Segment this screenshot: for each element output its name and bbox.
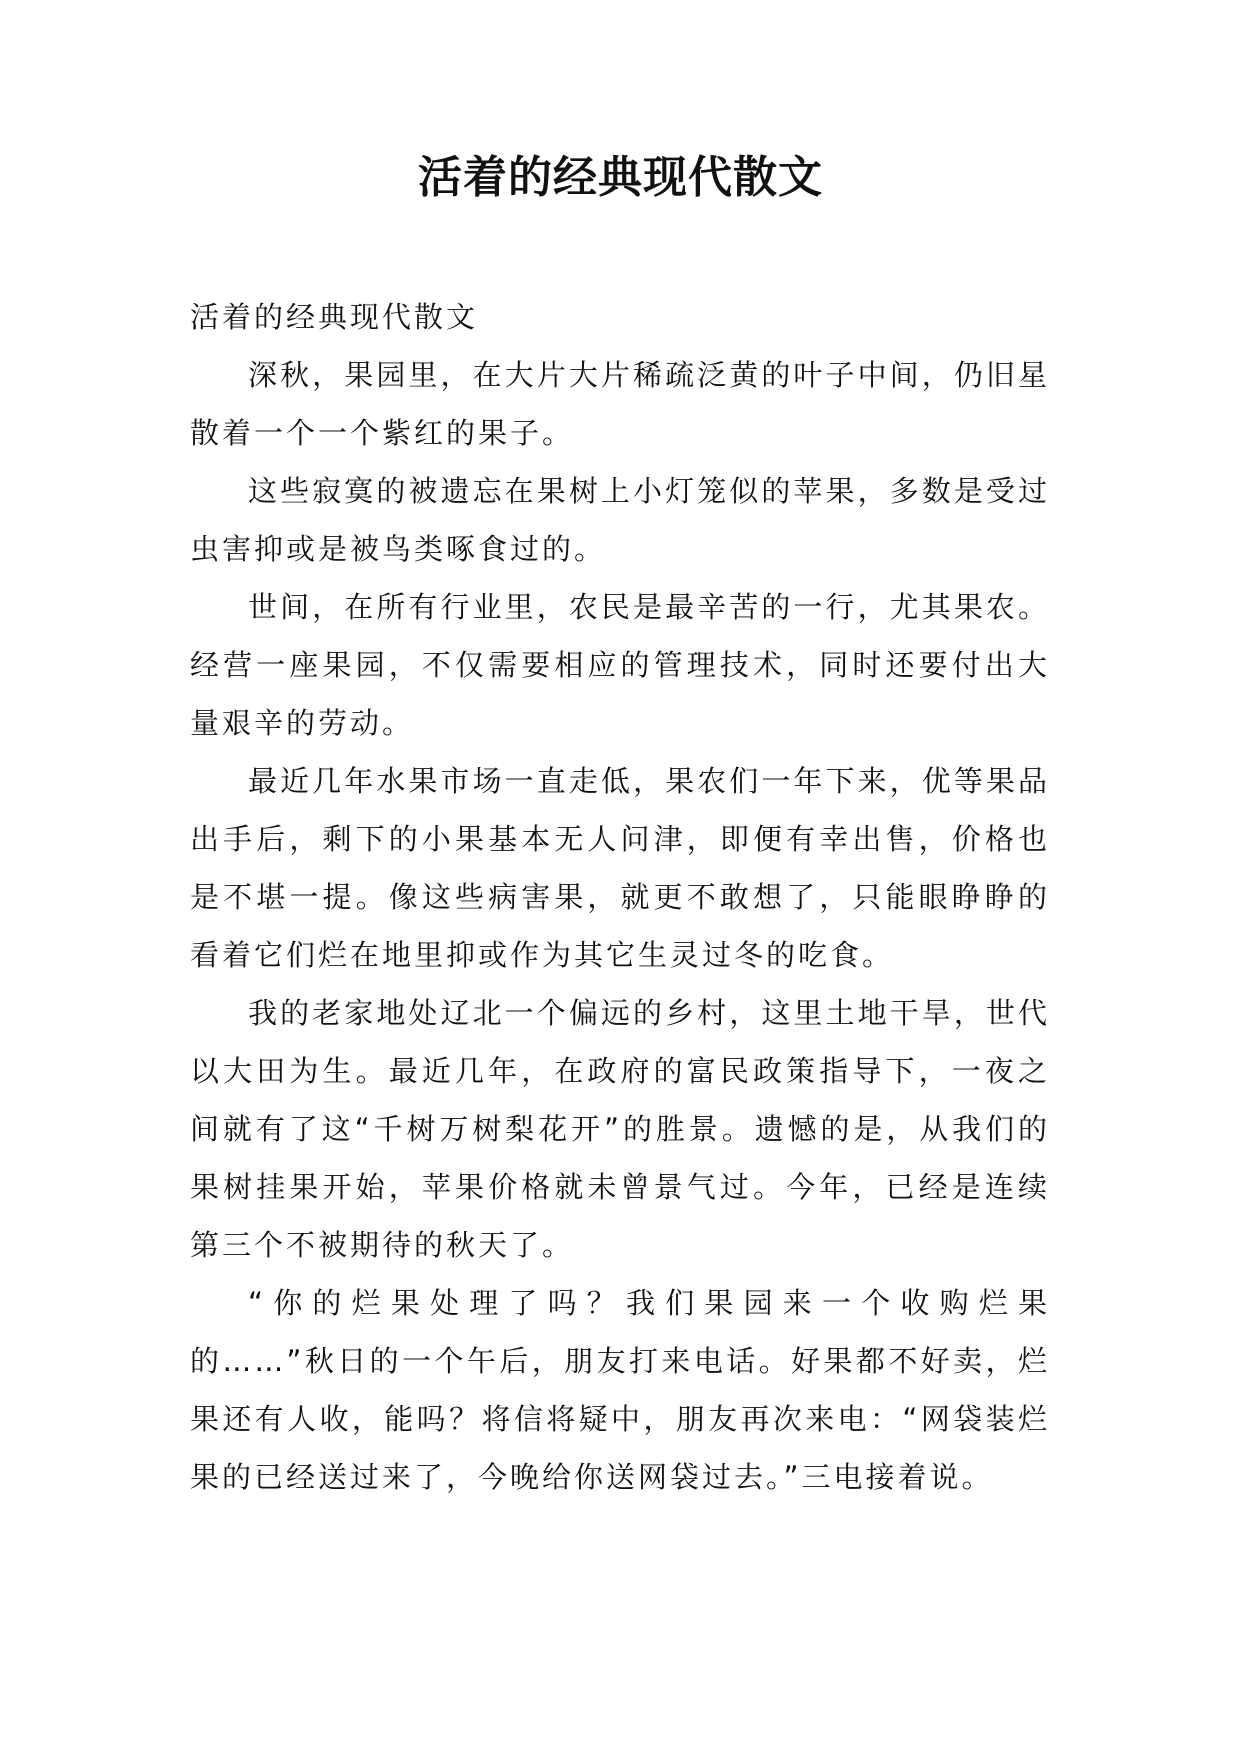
paragraph: 世间，在所有行业里，农民是最辛苦的一行，尤其果农。经营一座果园，不仅需要相应的管理技术，同时还要付出大量艰辛的劳动。 (190, 590, 1050, 740)
paragraph: 这些寂寞的被遗忘在果树上小灯笼似的苹果，多数是受过虫害抑或是被鸟类啄食过的。 (190, 474, 1050, 566)
document-title: 活着的经典现代散文 (418, 152, 823, 203)
document-body (190, 288, 1050, 1506)
paragraph: 我的老家地处辽北一个偏远的乡村，这里土地干旱，世代以大田为生。最近几年，在政府的富民政策指导下，一夜之间就有了这“千树万树梨花开”的胜景。遗憾的是，从我们的果树挂果开始，苹果价格就未曾景气过。今年，已经是连续第三个不被期待的秋天了。 (190, 996, 1050, 1262)
paragraph: 最近几年水果市场一直走低，果农们一年下来，优等果品出手后，剩下的小果基本无人问津，即便有幸出售，价格也是不堪一提。像这些病害果，就更不敢想了，只能眼睁睁的看着它们烂在地里抑或作为其它生灵过冬的吃食。 (190, 764, 1050, 972)
paragraph: “你的烂果处理了吗？我们果园来一个收购烂果的……”秋日的一个午后，朋友打来电话。好果都不好卖，烂果还有人收，能吗？将信将疑中，朋友再次来电：“网袋装烂果的已经送过来了，今晚给你送网袋过去。”三电接着说。 (190, 1286, 1050, 1494)
paragraph: 深秋，果园里，在大片大片稀疏泛黄的叶子中间，仍旧星散着一个一个紫红的果子。 (190, 358, 1050, 450)
document-subheading: 活着的经典现代散文 (190, 300, 479, 334)
